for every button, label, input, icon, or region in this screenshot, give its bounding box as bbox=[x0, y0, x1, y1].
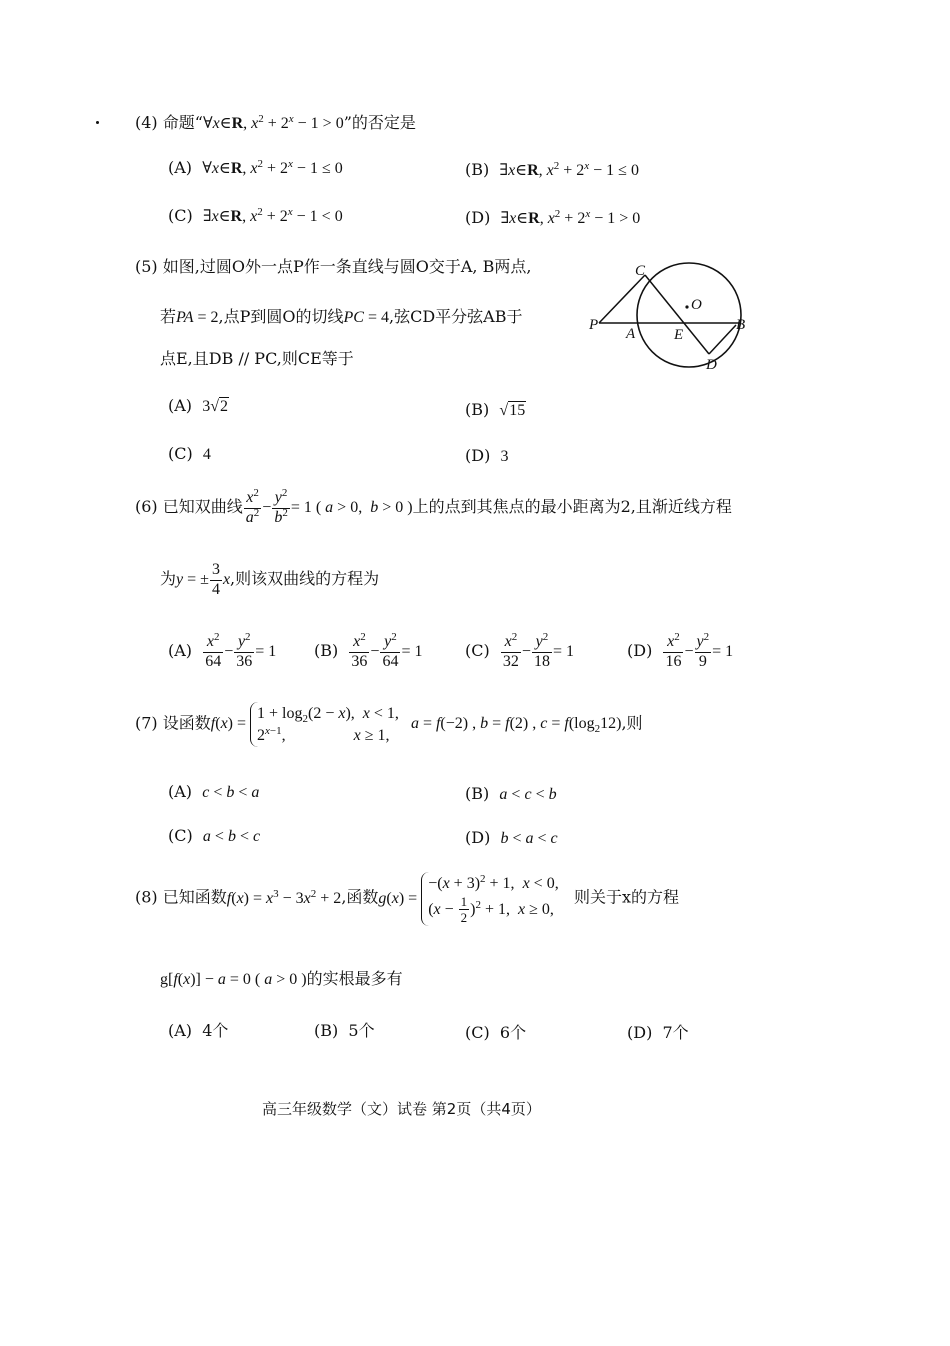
q6-option-label: (C) bbox=[465, 640, 490, 660]
label-d: D bbox=[706, 357, 717, 373]
q6-line2-prefix: 为 bbox=[160, 568, 177, 588]
q7-option-label: (B) bbox=[465, 784, 490, 803]
q4-proposition: ∀x∈R, $x^2 + 2^x - 1 > 0$ bbox=[202, 113, 344, 132]
q5-option-b[interactable] bbox=[465, 400, 526, 420]
q8-option-text: 5个 bbox=[348, 1021, 375, 1040]
q7-option-text: c < b < a bbox=[202, 784, 260, 801]
q6-option-text: $\frac{x^2}{16}$ − $\frac{y^2}{9}$ = 1 bbox=[665, 631, 734, 670]
q5-line1 bbox=[135, 254, 531, 277]
q6-line1 bbox=[135, 487, 732, 527]
q4-option-a[interactable] bbox=[168, 158, 343, 178]
q6-line2 bbox=[160, 562, 379, 599]
q5-line3-text: 点E,且DB // PC,则CE等于 bbox=[160, 349, 354, 368]
q8-option-label: (D) bbox=[627, 1023, 653, 1042]
q6-option-text: $\frac{x^2}{32}$ − $\frac{y^2}{18}$ = 1 bbox=[502, 631, 574, 670]
q8-option-text: 7个 bbox=[662, 1023, 689, 1042]
q8-line2-suffix: 的实根最多有 bbox=[306, 969, 403, 988]
q4-option-label: (A) bbox=[168, 158, 193, 177]
q6-stem-suffix: 上的点到其焦点的最小距离为2,且渐近线方程 bbox=[412, 496, 732, 516]
q8-option-label: (C) bbox=[465, 1023, 490, 1042]
q7-stem-prefix: 设函数 bbox=[162, 713, 211, 733]
q4-number: (4) bbox=[135, 113, 158, 132]
q5-option-text: 3 bbox=[500, 448, 509, 465]
q5-option-text: 3√2 bbox=[202, 398, 228, 415]
q7-stem-suffix: ,则 bbox=[621, 713, 643, 733]
q6-option-a[interactable] bbox=[168, 631, 277, 671]
q5-figure bbox=[585, 255, 760, 380]
q7-option-text: a < c < b bbox=[499, 786, 557, 803]
q5-line2-prefix: 若 bbox=[160, 307, 177, 326]
q8-option-label: (B) bbox=[314, 1021, 339, 1040]
q4-option-d[interactable] bbox=[465, 208, 640, 228]
q7-option-text: b < a < c bbox=[500, 830, 558, 847]
q7-stem bbox=[135, 702, 643, 747]
q8-equation: g[f(x)] − a = 0 ( a > 0 ) bbox=[160, 971, 307, 988]
label-c: C bbox=[635, 263, 646, 279]
q6-number: (6) bbox=[135, 496, 158, 516]
q4-option-c[interactable] bbox=[168, 206, 343, 226]
q6-asymptote: y = ± $\frac{3}{4}$ x bbox=[176, 561, 231, 598]
q4-stem-suffix: ”的否定是 bbox=[343, 113, 416, 132]
q4-stem-prefix: 命题“ bbox=[162, 113, 203, 132]
q8-option-b[interactable] bbox=[314, 1018, 375, 1041]
tangent-pc bbox=[599, 275, 645, 323]
q7-option-c[interactable] bbox=[168, 826, 260, 846]
q6-option-text: $\frac{x^2}{64}$ − $\frac{y^2}{36}$ = 1 bbox=[205, 631, 277, 670]
q5-number: (5) bbox=[135, 257, 158, 276]
label-a: A bbox=[626, 326, 636, 342]
q8-option-text: 4个 bbox=[202, 1021, 229, 1040]
q5-line1-text: 如图,过圆O外一点P作一条直线与圆O交于A, B两点, bbox=[162, 257, 532, 276]
q8-function-f: $f(x) = x^3 - 3x^2 + 2$ bbox=[226, 887, 342, 907]
q5-option-label: (B) bbox=[465, 400, 490, 419]
q6-option-c[interactable] bbox=[465, 631, 574, 671]
q4-option-b[interactable] bbox=[465, 160, 639, 180]
q8-stem-suffix: 则关于x的方程 bbox=[573, 887, 679, 907]
q7-option-a[interactable] bbox=[168, 782, 259, 802]
q4-stem bbox=[135, 110, 416, 133]
q5-line2-mid: ,点P到圆O的切线 bbox=[218, 307, 344, 326]
q5-option-c[interactable] bbox=[168, 444, 211, 464]
q7-number: (7) bbox=[135, 713, 158, 733]
q5-line2 bbox=[160, 304, 522, 327]
q4-option-text: ∃x∈R, $x^2 + 2^x - 1 < 0$ bbox=[202, 206, 343, 225]
q6-stem-prefix: 已知双曲线 bbox=[162, 496, 243, 516]
q5-option-label: (D) bbox=[465, 446, 491, 465]
q4-option-label: (B) bbox=[465, 160, 490, 179]
q4-option-label: (C) bbox=[168, 206, 193, 225]
q8-stem-mid: ,函数 bbox=[341, 887, 379, 907]
q5-option-a[interactable] bbox=[168, 396, 229, 416]
q7-option-b[interactable] bbox=[465, 784, 557, 804]
q4-option-text: ∀x∈R, $x^2 + 2^x - 1 \le 0$ bbox=[202, 158, 343, 177]
q7-option-d[interactable] bbox=[465, 828, 558, 848]
label-b: B bbox=[736, 317, 746, 333]
q5-pc: PC = 4 bbox=[343, 309, 389, 326]
q8-number: (8) bbox=[135, 887, 158, 907]
q6-option-label: (A) bbox=[168, 640, 193, 660]
q5-option-label: (C) bbox=[168, 444, 193, 463]
q7-option-label: (D) bbox=[465, 828, 491, 847]
q5-option-label: (A) bbox=[168, 396, 193, 415]
label-o: O bbox=[691, 297, 702, 313]
q5-line2-suffix: ,弦CD平分弦AB于 bbox=[389, 307, 523, 326]
segment-db bbox=[709, 325, 736, 354]
q6-option-label: (B) bbox=[314, 640, 339, 660]
q8-line2 bbox=[160, 966, 403, 989]
q8-option-label: (A) bbox=[168, 1021, 193, 1040]
label-e: E bbox=[674, 327, 684, 343]
q8-stem bbox=[135, 872, 679, 926]
q7-option-text: a < b < c bbox=[202, 828, 261, 845]
label-p: P bbox=[589, 317, 599, 333]
q6-line2-suffix: ,则该双曲线的方程为 bbox=[230, 568, 380, 588]
q4-option-label: (D) bbox=[465, 208, 491, 227]
q8-function-g: g(x) = $-(x + 3)^2 + 1$, x < 0, (x − $\frac{1}{2}$ )$^2$ + 1, x ≥ 0, bbox=[378, 873, 559, 926]
q5-pa: PA = 2 bbox=[176, 309, 219, 326]
q5-option-d[interactable] bbox=[465, 446, 508, 466]
q5-line3 bbox=[160, 346, 354, 369]
q8-option-a[interactable] bbox=[168, 1018, 228, 1041]
q7-option-label: (C) bbox=[168, 826, 193, 845]
q6-option-b[interactable] bbox=[314, 631, 423, 671]
q6-option-d[interactable] bbox=[627, 631, 734, 671]
q6-option-text: $\frac{x^2}{36}$ − $\frac{y^2}{64}$ = 1 bbox=[351, 631, 423, 670]
q8-option-text: 6个 bbox=[499, 1023, 527, 1042]
page-footer: 高三年级数学（文）试卷 第2页（共4页） bbox=[262, 1100, 541, 1118]
q7-function: f(x) = $1 + \log_2(2 - x)$, x < 1, $2^{x-1}$, x ≥ 1, a = f(−2) , b = f(2) , $c = f(\log_212)$ bbox=[211, 715, 622, 732]
q7-option-label: (A) bbox=[168, 782, 193, 801]
q5-option-text: 4 bbox=[202, 446, 211, 463]
q8-option-d[interactable] bbox=[627, 1020, 689, 1043]
q8-stem-prefix: 已知函数 bbox=[162, 887, 227, 907]
q5-option-text: √15 bbox=[499, 402, 526, 419]
margin-dot bbox=[96, 121, 99, 124]
center-point bbox=[685, 305, 688, 308]
q6-option-label: (D) bbox=[627, 640, 653, 660]
q8-option-c[interactable] bbox=[465, 1020, 526, 1043]
circle-o bbox=[637, 263, 741, 367]
q6-hyperbola: $\frac{x^2}{a^2}$ − $\frac{y^2}{b^2}$ = 1 ( a > 0, b > 0 ) bbox=[245, 487, 413, 526]
q4-option-text: ∃x∈R, $x^2 + 2^x - 1 \le 0$ bbox=[499, 160, 639, 179]
q4-option-text: ∃x∈R, $x^2 + 2^x - 1 > 0$ bbox=[500, 208, 641, 227]
